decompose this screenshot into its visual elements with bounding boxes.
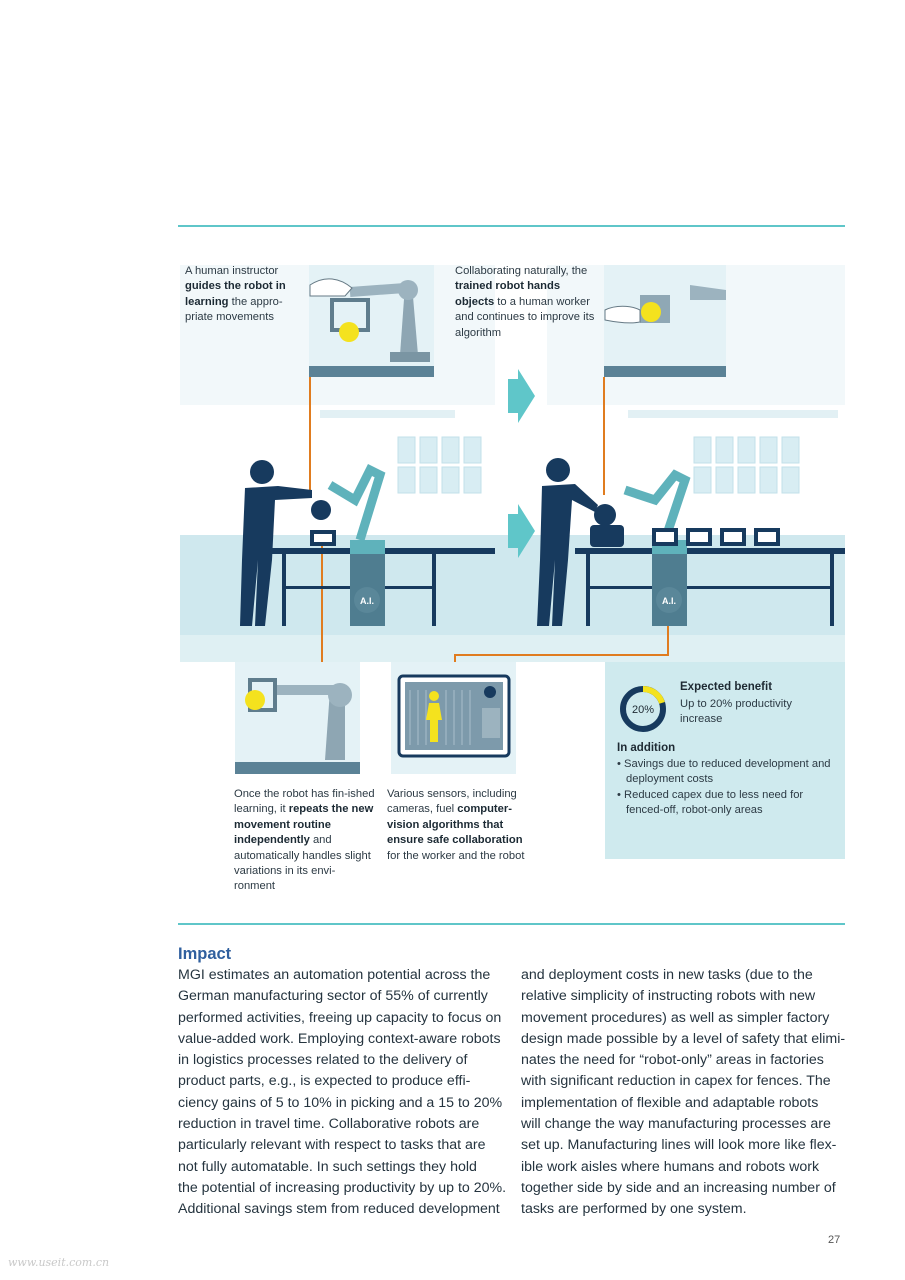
- body-line: and deployment costs in new tasks (due to the: [521, 967, 813, 983]
- body-line: nates the need for “robot-only” areas in factories: [521, 1052, 824, 1069]
- productivity-donut-chart: [618, 684, 668, 734]
- caption-text: Various sensors, including cameras, fuel: [387, 788, 517, 816]
- caption-emphasis: repeats the new movement routine independently: [234, 803, 374, 847]
- caption-step2: [455, 264, 595, 341]
- addition-list: [617, 757, 842, 819]
- body-line: the potential of increasing productivity by up to 20%.: [178, 1179, 507, 1196]
- body-line: in logistics processes related to the delivery of: [178, 1052, 468, 1069]
- body-line: product parts, e.g., is expected to produce effi-: [178, 1073, 471, 1090]
- caption-text: and automatically handles slight variations in its envi-ronment: [234, 834, 371, 893]
- arrow-right-icon: [508, 369, 535, 423]
- body-line: relative simplicity of instructing robots with new: [521, 988, 816, 1005]
- caption-emphasis: guides the robot in learning: [185, 280, 286, 308]
- body-line: ible work aisles where humans and robots work: [521, 1158, 820, 1175]
- caption-emphasis: trained robot hands objects: [455, 280, 561, 308]
- svg-text:A.I.: A.I.: [359, 596, 375, 606]
- body-line: performed activities, freeing up capacity to focus on: [178, 1009, 502, 1026]
- body-line: value-added work. Employing context-aware robots: [178, 1030, 501, 1047]
- caption-step1: [185, 264, 305, 326]
- caption-text: for the worker and the robot: [387, 849, 525, 862]
- watermark: www.useit.com.cn: [8, 1256, 110, 1269]
- inset-step1: [309, 265, 434, 377]
- body-line: reduction in travel time. Collaborative robots are: [178, 1116, 480, 1133]
- expected-benefit-panel: [605, 662, 845, 859]
- benefit-title: Expected benefit: [680, 681, 773, 693]
- addition-heading: In addition: [617, 742, 676, 754]
- body-line: ciency gains of 5 to 10% in picking and a 15 to 20%: [178, 1094, 503, 1111]
- list-item: • Reduced capex due to less need for fenced-off, robot-only areas: [617, 788, 842, 819]
- body-line: movement procedures) as well as simpler factory: [521, 1009, 830, 1026]
- body-line: design made possible by a level of safety that elimi-: [521, 1030, 846, 1047]
- body-line: Additional savings stem from reduced development: [178, 1201, 500, 1218]
- body-line: particularly relevant with respect to tasks that are: [178, 1137, 486, 1154]
- page-number: 27: [828, 1234, 841, 1246]
- caption-text: to a human worker and continues to improve its algorithm: [455, 295, 595, 339]
- benefit-description: Up to 20% productivity increase: [680, 698, 792, 725]
- body-line: tasks are performed by one system.: [521, 1201, 747, 1218]
- svg-text:A.I.: A.I.: [661, 596, 677, 606]
- body-line: will change the way manufacturing processes are: [521, 1116, 831, 1133]
- body-line: together side by side and an increasing number of: [521, 1179, 836, 1196]
- list-item: • Savings due to reduced development and deployment costs: [617, 757, 842, 788]
- body-line: not fully automatable. In such settings they hold: [178, 1158, 477, 1175]
- inset-step2: [604, 265, 726, 377]
- inset-step3: [235, 662, 360, 774]
- caption-emphasis: computer-vision algorithms that ensure safe collaboration: [387, 803, 523, 847]
- caption-step3: [234, 787, 376, 895]
- body-line: German manufacturing sector of 55% of currently: [178, 988, 488, 1005]
- bottom-rule: [178, 923, 845, 925]
- body-column-2: [521, 965, 845, 1221]
- caption-text: Collaborating naturally, the: [455, 265, 588, 277]
- donut-label: 20%: [631, 704, 655, 716]
- caption-text: Once the robot has fin-ished learning, it: [234, 788, 375, 816]
- body-line: set up. Manufacturing lines will look more like flex-: [521, 1137, 837, 1154]
- body-line: with significant reduction in capex for fences. The: [521, 1073, 831, 1090]
- caption-text: A human instructor: [185, 265, 279, 277]
- body-line: implementation of flexible and adaptable robots: [521, 1094, 819, 1111]
- body-line: MGI estimates an automation potential across the: [178, 967, 491, 983]
- caption-text: the appro-priate movements: [185, 295, 283, 324]
- body-column-1: [178, 965, 507, 1221]
- section-heading: Impact: [178, 945, 232, 963]
- caption-step4: [387, 787, 532, 864]
- inset-step4: [391, 662, 516, 774]
